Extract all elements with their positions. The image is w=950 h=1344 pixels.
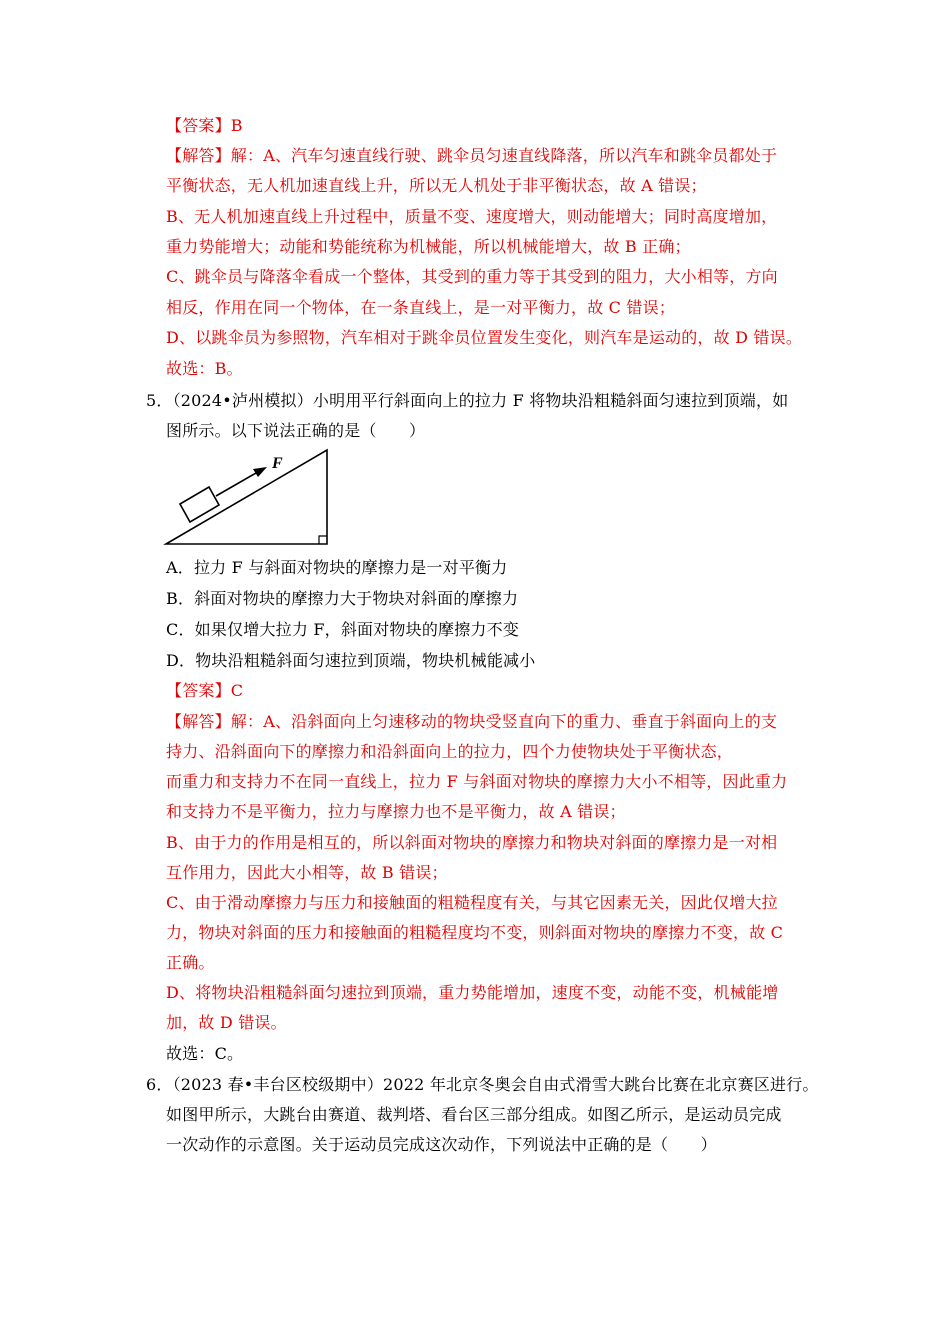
q5-explanation-line: B、由于力的作用是相互的，所以斜面对物块的摩擦力和物块对斜面的摩擦力是一对相 xyxy=(166,833,778,852)
q4-explanation-line: 重力势能增大；动能和势能统称为机械能，所以机械能增大，故 B 正确； xyxy=(166,237,691,256)
incline-triangle xyxy=(166,450,327,544)
q4-explanation-line: 平衡状态，无人机加速直线上升，所以无人机处于非平衡状态，故 A 错误； xyxy=(166,176,707,195)
q4-explanation-line: 【解答】解：A、汽车匀速直线行驶、跳伞员匀速直线降落，所以汽车和跳伞员都处于 xyxy=(166,146,778,165)
q5-explanation-line: 持力、沿斜面向下的摩擦力和沿斜面向上的拉力，四个力使物块处于平衡状态， xyxy=(166,742,734,761)
q5-stem: 图所示。以下说法正确的是（ ） xyxy=(166,421,426,440)
q5-option-d: D．物块沿粗糙斜面匀速拉到顶端，物块机械能减小 xyxy=(166,651,536,670)
q6-stem: 如图甲所示，大跳台由赛道、裁判塔、看台区三部分组成。如图乙所示，是运动员完成 xyxy=(166,1105,782,1124)
q5-explanation-line: 【解答】解：A、沿斜面向上匀速移动的物块受竖直向下的重力、垂直于斜面向上的支 xyxy=(166,712,778,731)
incline-diagram xyxy=(160,446,335,550)
q5-answer: 【答案】C xyxy=(166,681,244,700)
q5-stem: 5．（2024•泸州模拟）小明用平行斜面向上的拉力 F 将物块沿粗糙斜面匀速拉到顶端，如 xyxy=(146,391,789,410)
q5-explanation-line: 和支持力不是平衡力，拉力与摩擦力也不是平衡力，故 A 错误； xyxy=(166,802,626,821)
q4-explanation-line: B、无人机加速直线上升过程中，质量不变、速度增大，则动能增大；同时高度增加， xyxy=(166,207,778,226)
q5-explanation-line: 而重力和支持力不在同一直线上，拉力 F 与斜面对物块的摩擦力大小不相等，因此重力 xyxy=(166,772,788,791)
q5-explanation-line: D、将物块沿粗糙斜面匀速拉到顶端，重力势能增加，速度不变，动能不变，机械能增 xyxy=(166,983,779,1002)
force-arrow-head xyxy=(253,467,267,477)
q4-explanation-line: 相反，作用在同一个物体，在一条直线上，是一对平衡力，故 C 错误； xyxy=(166,298,676,317)
q5-option-b: B．斜面对物块的摩擦力大于物块对斜面的摩擦力 xyxy=(166,589,519,608)
q5-option-c: C．如果仅增大拉力 F，斜面对物块的摩擦力不变 xyxy=(166,620,520,639)
q5-explanation-line: 互作用力，因此大小相等，故 B 错误； xyxy=(166,863,448,882)
force-label: F xyxy=(272,455,283,472)
q5-explanation-line: C、由于滑动摩擦力与压力和接触面的粗糙程度有关，与其它因素无关，因此仅增大拉 xyxy=(166,893,778,912)
q4-answer: 【答案】B xyxy=(166,116,243,135)
q5-conclusion: 故选：C。 xyxy=(166,1044,244,1063)
q4-explanation-line: C、跳伞员与降落伞看成一个整体，其受到的重力等于其受到的阻力，大小相等，方向 xyxy=(166,267,778,286)
q6-stem: 6．（2023 春•丰台区校级期中）2022 年北京冬奥会自由式滑雪大跳台比赛在北京赛区进行。 xyxy=(146,1075,819,1094)
right-angle-mark xyxy=(319,536,327,544)
q6-stem: 一次动作的示意图。关于运动员完成这次动作，下列说法中正确的是（ ） xyxy=(166,1135,717,1154)
q5-option-a: A．拉力 F 与斜面对物块的摩擦力是一对平衡力 xyxy=(166,558,508,577)
q4-explanation-line: D、以跳伞员为参照物，汽车相对于跳伞员位置发生变化，则汽车是运动的，故 D 错误。 xyxy=(166,328,803,347)
q5-explanation-line: 加，故 D 错误。 xyxy=(166,1013,287,1032)
q5-explanation-line: 正确。 xyxy=(166,953,215,972)
q5-explanation-line: 力，物块对斜面的压力和接触面的粗糙程度均不变，则斜面对物块的摩擦力不变，故 C xyxy=(166,923,784,942)
q4-conclusion: 故选：B。 xyxy=(166,359,243,378)
force-arrow-shaft xyxy=(216,473,256,496)
